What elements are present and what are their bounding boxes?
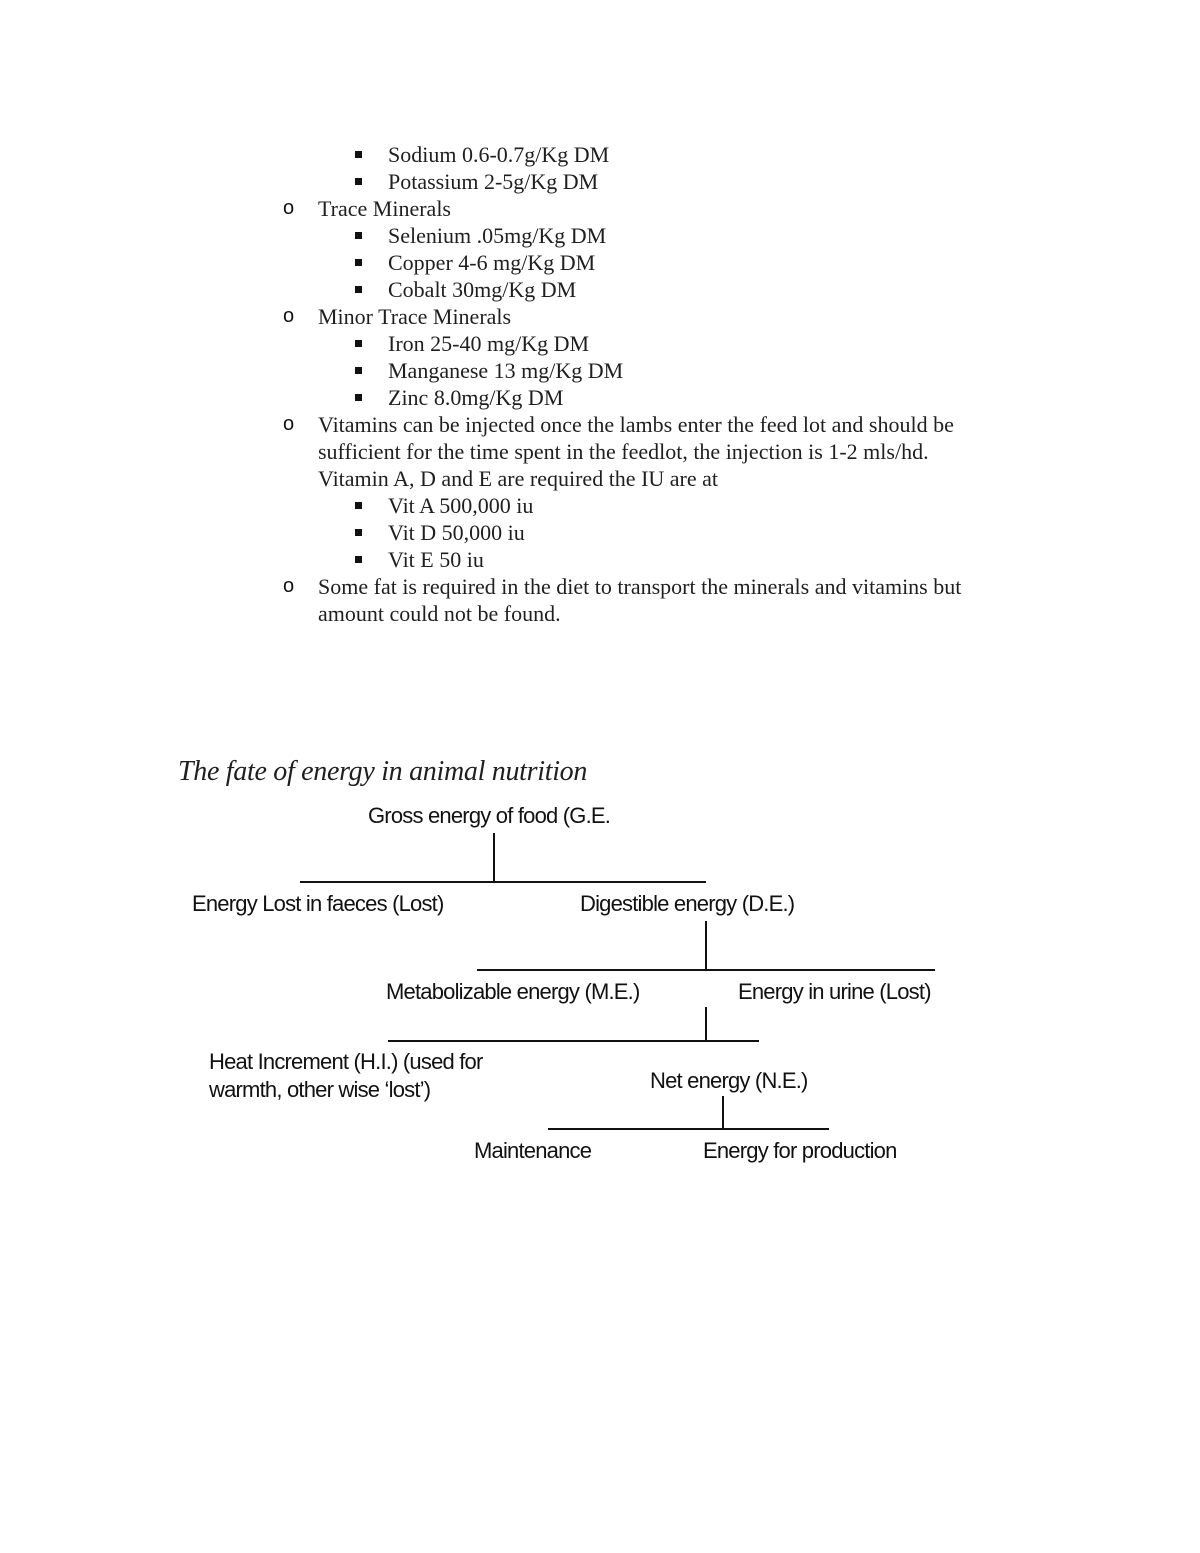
square-bullet-icon (355, 394, 362, 401)
node-energy-faeces: Energy Lost in faeces (Lost) (192, 891, 444, 916)
connector-line (388, 1040, 759, 1042)
square-bullet-icon (355, 340, 362, 347)
square-bullet-icon (355, 367, 362, 374)
square-bullet-icon (355, 556, 362, 563)
node-energy-urine: Energy in urine (Lost) (738, 979, 931, 1004)
connector-line (548, 1128, 829, 1130)
list-item-cobalt: Cobalt 30mg/Kg DM (388, 277, 577, 302)
list-item-zinc: Zinc 8.0mg/Kg DM (388, 385, 564, 410)
node-heat-increment-line2: warmth, other wise ‘lost’) (209, 1077, 431, 1102)
connector-line (705, 1007, 707, 1042)
square-bullet-icon (355, 178, 362, 185)
node-heat-increment: Heat Increment (H.I.) (used for (209, 1049, 483, 1074)
connector-line (493, 833, 495, 883)
connector-line (722, 1096, 724, 1130)
list-item-selenium: Selenium .05mg/Kg DM (388, 223, 607, 248)
list-heading-minor-trace-minerals: Minor Trace Minerals (318, 304, 512, 329)
connector-line (477, 969, 935, 971)
square-bullet-icon (355, 232, 362, 239)
connector-line (300, 881, 706, 883)
node-digestible-energy: Digestible energy (D.E.) (580, 891, 795, 916)
vitamins-paragraph-line: sufficient for the time spent in the feedlot, the injection is 1-2 mls/hd. (318, 439, 929, 464)
square-bullet-icon (355, 259, 362, 266)
list-item-potassium: Potassium 2-5g/Kg DM (388, 169, 599, 194)
list-item-vit-e: Vit E 50 iu (388, 547, 484, 572)
node-net-energy: Net energy (N.E.) (650, 1068, 808, 1093)
list-heading-trace-minerals: Trace Minerals (318, 196, 451, 221)
square-bullet-icon (355, 529, 362, 536)
connector-line (705, 921, 707, 970)
node-energy-production: Energy for production (703, 1138, 897, 1163)
list-item-sodium: Sodium 0.6-0.7g/Kg DM (388, 142, 610, 167)
node-metabolizable-energy: Metabolizable energy (M.E.) (386, 979, 640, 1004)
node-maintenance: Maintenance (474, 1138, 592, 1163)
list-item-copper: Copper 4-6 mg/Kg DM (388, 250, 596, 275)
fat-paragraph-line: Some fat is required in the diet to transport the minerals and vitamins but (318, 574, 962, 599)
list-item-manganese: Manganese 13 mg/Kg DM (388, 358, 624, 383)
list-item-vit-d: Vit D 50,000 iu (388, 520, 525, 545)
vitamins-paragraph-line: Vitamins can be injected once the lambs enter the feed lot and should be (318, 412, 954, 437)
circle-bullet-icon: o (283, 305, 295, 327)
circle-bullet-icon: o (283, 575, 295, 597)
list-item-iron: Iron 25-40 mg/Kg DM (388, 331, 590, 356)
circle-bullet-icon: o (283, 413, 295, 435)
circle-bullet-icon: o (283, 197, 295, 219)
diagram-title: The fate of energy in animal nutrition (178, 756, 588, 787)
vitamins-paragraph-line: Vitamin A, D and E are required the IU are at (318, 466, 719, 491)
square-bullet-icon (355, 286, 362, 293)
list-item-vit-a: Vit A 500,000 iu (388, 493, 534, 518)
square-bullet-icon (355, 151, 362, 158)
square-bullet-icon (355, 502, 362, 509)
node-gross-energy: Gross energy of food (G.E. (368, 803, 611, 828)
fat-paragraph-line: amount could not be found. (318, 601, 561, 626)
